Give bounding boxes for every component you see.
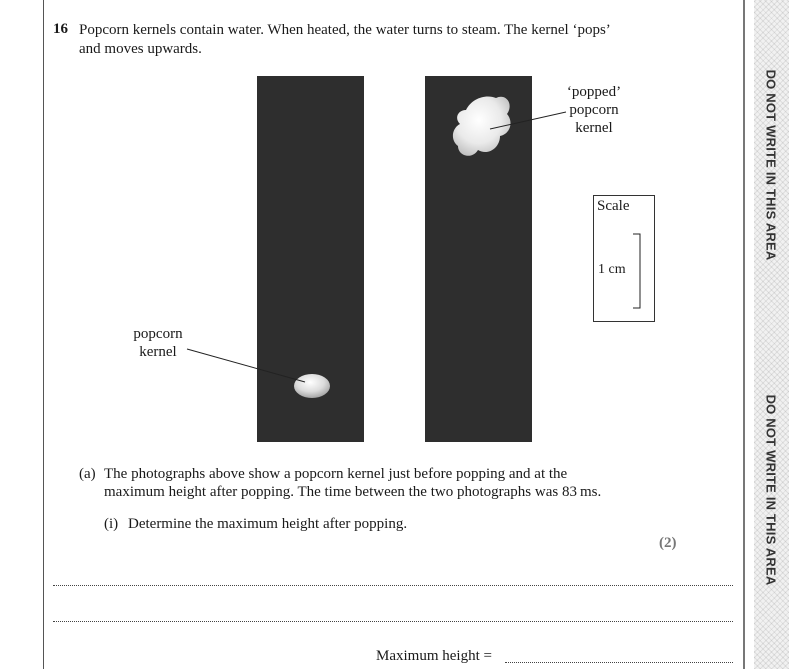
- unpopped-kernel: [294, 374, 330, 398]
- label-popped-line3: kernel: [575, 120, 613, 136]
- label-kernel-line2: kernel: [139, 344, 177, 360]
- question-intro-line1: Popcorn kernels contain water. When heated, the water turns to steam. The kernel ‘pops’: [79, 22, 611, 38]
- part-i-text: Determine the maximum height after popping.: [128, 516, 408, 532]
- part-a-line1: The photographs above show a popcorn kernel just before popping and at the: [104, 466, 568, 482]
- answer-line-2[interactable]: [53, 621, 733, 622]
- marks-indicator: (2): [659, 535, 677, 551]
- part-a-line2: maximum height after popping. The time between the two photographs was 83 ms.: [104, 484, 602, 500]
- answer-field[interactable]: [505, 662, 733, 663]
- part-i-label: (i): [104, 516, 119, 532]
- margin-warning-bottom: DO NOT WRITE IN THIS AREA: [763, 394, 779, 586]
- label-kernel-line1: popcorn: [133, 326, 183, 342]
- margin-warning-top: DO NOT WRITE IN THIS AREA: [763, 69, 779, 261]
- answer-label: Maximum height =: [376, 648, 492, 664]
- question-intro-line2: and moves upwards.: [79, 41, 202, 57]
- question-number: 16: [53, 21, 68, 37]
- answer-line-1[interactable]: [53, 585, 733, 586]
- scale-value: 1 cm: [598, 262, 626, 277]
- leader-line-kernel: [187, 349, 305, 382]
- scale-title: Scale: [597, 198, 630, 214]
- part-a-label: (a): [79, 466, 96, 482]
- label-popped-line1: ‘popped’: [566, 84, 622, 100]
- label-popped-line2: popcorn: [569, 102, 619, 118]
